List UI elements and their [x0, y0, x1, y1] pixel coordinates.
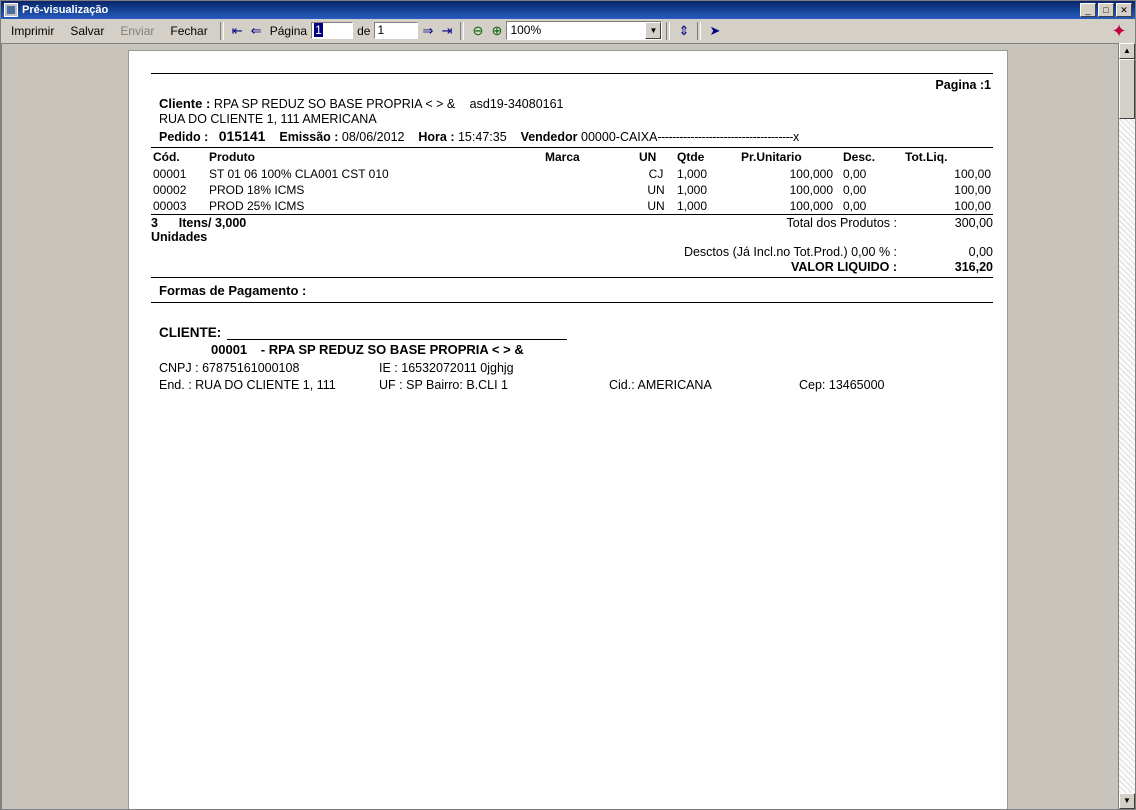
- document-content: [151, 73, 993, 392]
- scroll-down-icon[interactable]: ▼: [1119, 793, 1135, 809]
- cell-tot-liq: 100,00: [954, 167, 991, 181]
- toolbar: [1, 19, 1135, 43]
- fit-page-icon[interactable]: ⇕: [674, 21, 693, 40]
- menu-item-imprimir[interactable]: Imprimir: [11, 23, 55, 38]
- valor-liquido-value: 316,20: [954, 260, 993, 274]
- page-scroll-area: [1, 43, 1118, 809]
- pedido-line: [159, 128, 993, 144]
- chevron-down-icon[interactable]: ▼: [645, 22, 661, 39]
- valor-liquido-label: VALOR LIQUIDO :: [790, 260, 897, 274]
- vertical-scrollbar[interactable]: [1118, 43, 1135, 809]
- vendedor-label: Vendedor: [520, 130, 578, 144]
- table-row: [151, 166, 993, 182]
- cliente-details-code: 00001: [211, 342, 248, 357]
- first-page-icon[interactable]: ⇤: [228, 21, 247, 40]
- totals-row-descontos: [151, 245, 993, 259]
- cnpj-field: [159, 361, 379, 375]
- brand-logo-icon: ✦: [1111, 21, 1127, 41]
- menu-item-salvar[interactable]: Salvar: [70, 23, 105, 38]
- cell-cod: 00001: [153, 167, 187, 181]
- ie-value: : 16532072011 0jghjg: [394, 361, 514, 375]
- last-page-icon[interactable]: ⇥: [437, 21, 456, 40]
- cell-desc: 0,00: [843, 167, 867, 181]
- cliente-details-title-text: CLIENTE:: [159, 325, 222, 340]
- minimize-button[interactable]: _: [1080, 3, 1096, 17]
- col-tot-liq: Tot.Liq.: [905, 150, 948, 164]
- uf-field: [379, 378, 609, 392]
- page-label: Página: [269, 23, 308, 38]
- title-bar: [1, 1, 1135, 19]
- cell-cod: 00003: [153, 199, 187, 213]
- pointer-icon[interactable]: ➤: [705, 21, 724, 40]
- formas-pagamento-label: Formas de Pagamento :: [159, 283, 307, 298]
- ie-field: [379, 361, 609, 375]
- cell-tot-liq: 100,00: [954, 199, 991, 213]
- liquido-spacer: [151, 260, 301, 274]
- hora-value: 15:47:35: [457, 130, 507, 144]
- menu-item-enviar: Enviar: [120, 23, 155, 38]
- cell-qtde: 1,000: [677, 199, 708, 213]
- vendedor-value: 00000-CAIXA: [581, 130, 658, 144]
- toolbar-separator-3: [666, 22, 670, 40]
- zoom-out-icon[interactable]: ⊖: [468, 21, 487, 40]
- col-qtde: Qtde: [677, 150, 705, 164]
- next-page-icon[interactable]: ⇒: [418, 21, 437, 40]
- cell-pr-unitario: 100,000: [789, 183, 833, 197]
- col-desc: Desc.: [843, 150, 876, 164]
- cliente-value: RPA SP REDUZ SO BASE PROPRIA < > &: [213, 97, 456, 111]
- payment-top-rule: [151, 277, 993, 278]
- cell-un: UN: [647, 183, 665, 197]
- hora-label: Hora :: [418, 130, 455, 144]
- cell-cod: 00002: [153, 183, 187, 197]
- payment-bottom-rule: [151, 302, 993, 303]
- cliente-details-row-2: [159, 378, 993, 392]
- descontos-spacer: [151, 245, 301, 259]
- cnpj-label: CNPJ: [159, 361, 192, 375]
- emissao-label: Emissão :: [279, 130, 339, 144]
- cell-un: UN: [647, 199, 665, 213]
- uf-label: UF: [379, 378, 396, 392]
- menu-item-fechar[interactable]: Fechar: [170, 23, 208, 38]
- window-controls: [1080, 3, 1132, 17]
- cell-desc: 0,00: [843, 199, 867, 213]
- col-pr-unitario: Pr.Unitario: [741, 150, 802, 164]
- window-icon: [4, 3, 18, 17]
- end-label: End.: [159, 378, 185, 392]
- zoom-value: 100%: [510, 23, 542, 37]
- total-produtos-value: 300,00: [954, 216, 993, 230]
- cell-marca: [543, 198, 637, 214]
- cell-un: CJ: [648, 167, 664, 181]
- totals-row-liquido: [151, 260, 993, 274]
- vendedor-dashes: -------------------------------------x: [657, 130, 799, 144]
- pedido-value: 015141: [218, 128, 266, 144]
- col-marca: Marca: [545, 150, 580, 164]
- total-produtos-label: Total dos Produtos :: [786, 216, 897, 230]
- cell-marca: [543, 166, 637, 182]
- preview-workarea: [1, 43, 1135, 809]
- toolbar-separator-4: [697, 22, 701, 40]
- col-un: UN: [639, 150, 657, 164]
- end-field: [159, 378, 379, 392]
- cell-tot-liq: 100,00: [954, 183, 991, 197]
- cell-pr-unitario: 100,000: [789, 199, 833, 213]
- of-label: de: [357, 23, 371, 38]
- cell-produto: PROD 25% ICMS: [209, 199, 305, 213]
- cliente-title-underline: [227, 326, 567, 340]
- toolbar-separator: [220, 22, 224, 40]
- page-total-input[interactable]: 1: [374, 22, 418, 39]
- items-header-row: [151, 148, 993, 166]
- page-number-value: 1: [315, 23, 322, 37]
- unidades-label: Unidades: [151, 230, 208, 244]
- cliente-details-name: - RPA SP REDUZ SO BASE PROPRIA < > &: [260, 342, 524, 357]
- window-title: Pré-visualização: [22, 4, 109, 16]
- page-indicator: Pagina :1: [935, 78, 991, 92]
- cell-produto: ST 01 06 100% CLA001 CST 010: [209, 167, 389, 181]
- cliente-endereco: RUA DO CLIENTE 1, 111 AMERICANA: [159, 112, 377, 126]
- itens-count: 3: [151, 216, 158, 230]
- maximize-button[interactable]: □: [1098, 3, 1114, 17]
- descontos-value: 0,00: [968, 245, 993, 259]
- table-row: [151, 198, 993, 214]
- cep-field: Cep: 13465000: [799, 378, 885, 392]
- cidade-field: Cid.: AMERICANA: [609, 378, 712, 392]
- col-cod: Cód.: [153, 150, 180, 164]
- cliente-line: [159, 96, 993, 111]
- itens-label: Itens/: [178, 216, 212, 230]
- itens-summary: [151, 216, 301, 244]
- cliente-extra: asd19-34080161: [469, 97, 564, 111]
- cliente-details-name-row: [211, 342, 993, 357]
- col-produto: Produto: [209, 150, 255, 164]
- cell-qtde: 1,000: [677, 167, 708, 181]
- scroll-track[interactable]: [1119, 119, 1135, 793]
- document-page: [128, 50, 1008, 809]
- cell-pr-unitario: 100,000: [789, 167, 833, 181]
- end-value: : RUA DO CLIENTE 1, 111: [188, 378, 336, 392]
- page-number-input[interactable]: [311, 22, 353, 39]
- cliente-label: Cliente :: [159, 96, 211, 111]
- zoom-in-icon[interactable]: ⊕: [487, 21, 506, 40]
- top-rule: [151, 73, 993, 74]
- cell-marca: [543, 182, 637, 198]
- uf-value: : SP Bairro: B.CLI 1: [399, 378, 509, 392]
- items-table: [151, 148, 993, 214]
- totals-rule: [151, 214, 993, 215]
- scroll-thumb[interactable]: [1119, 59, 1135, 119]
- cell-qtde: 1,000: [677, 183, 708, 197]
- prev-page-icon[interactable]: ⇐: [247, 21, 266, 40]
- close-button[interactable]: ✕: [1116, 3, 1132, 17]
- toolbar-separator-2: [460, 22, 464, 40]
- table-row: [151, 182, 993, 198]
- ie-label: IE: [379, 361, 391, 375]
- scroll-up-icon[interactable]: ▲: [1119, 43, 1135, 59]
- pedido-label: Pedido :: [159, 130, 209, 144]
- cnpj-value: : 67875161000108: [195, 361, 300, 375]
- descontos-label: Desctos (Já Incl.no Tot.Prod.) 0,00 % :: [683, 245, 897, 259]
- cell-desc: 0,00: [843, 183, 867, 197]
- cell-produto: PROD 18% ICMS: [209, 183, 305, 197]
- totals-row-produtos: [151, 216, 993, 244]
- zoom-select[interactable]: [506, 21, 662, 40]
- emissao-value: 08/06/2012: [341, 130, 405, 144]
- unidades-qty: 3,000: [214, 216, 247, 230]
- cliente-details-block: [151, 325, 993, 392]
- cliente-details-title: [159, 325, 993, 340]
- cliente-details-row-1: [159, 361, 993, 375]
